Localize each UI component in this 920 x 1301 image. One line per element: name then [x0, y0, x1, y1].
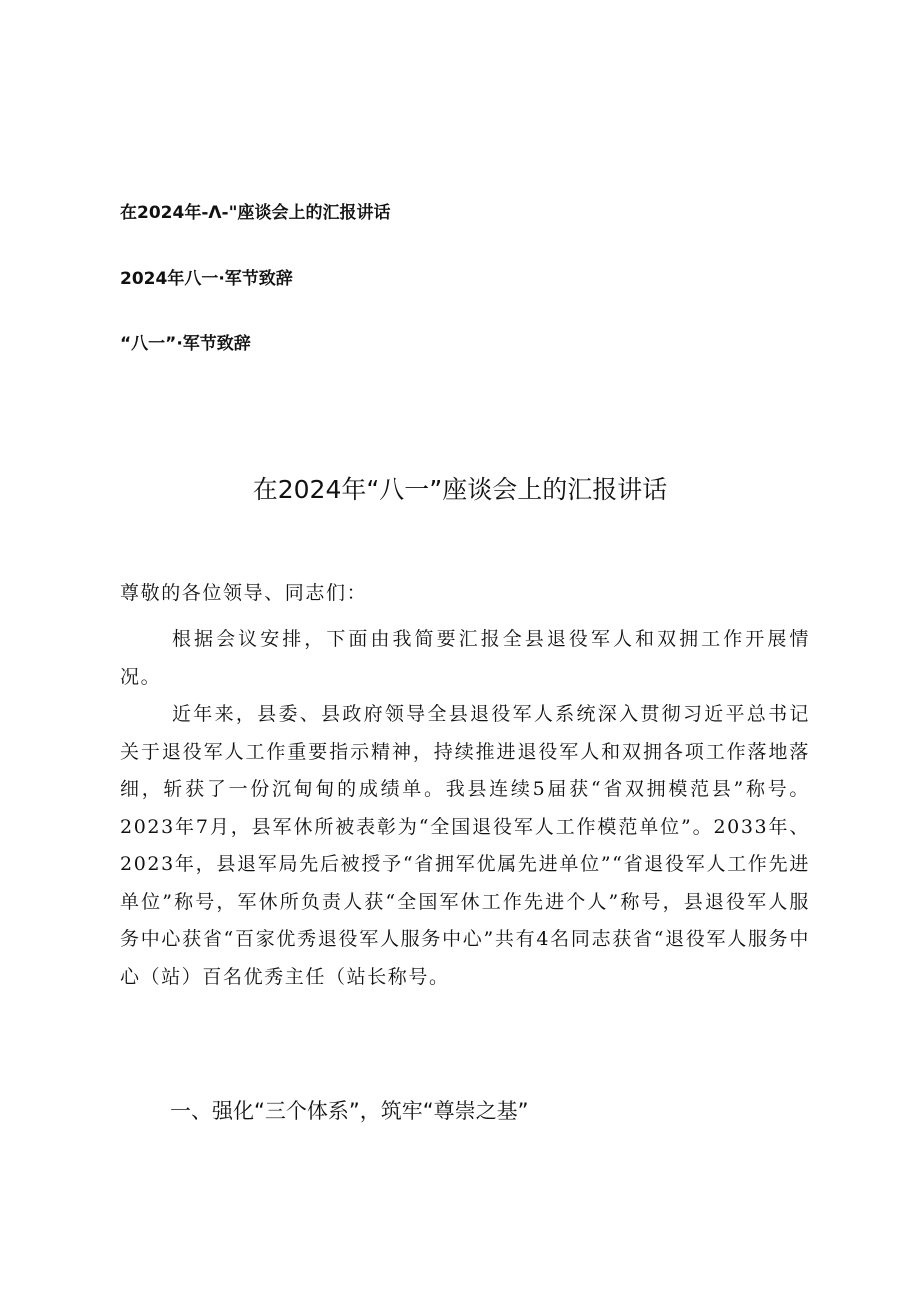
document-title: 在2024年“八一”座谈会上的汇报讲话	[252, 475, 668, 504]
toc-line-1: 在2024年-Λ-"座谈会上的汇报讲话	[120, 203, 391, 223]
section-heading: 一、强化“三个体系”，筑牢“尊崇之基”	[170, 1099, 529, 1123]
salutation: 尊敬的各位领导、同志们：	[120, 582, 368, 604]
toc-line-2: 2024年八一·军节致辞	[120, 269, 293, 289]
paragraph-achievements: 近年来，县委、县政府领导全县退役军人系统深入贯彻习近平总书记关于退役军人工作重要指示精神，持续推进退役军人和双拥各项工作落地落细，斩获了一份沉甸甸的成绩单。我县连续5届获“省双拥模范县”称号。2023年7月，县军休所被表彰为“全国退役军人工作模范单位”。2033年、2023年，县退军局先后被授予“省拥军优属先进单位”“省退役军人工作先进单位”称号，军休所负责人获“全国军休工作先进个人”称号，县退役军人服务中心获省“百家优秀退役军人服务中心”共有4名同志获省“退役军人服务中心（站）百名优秀主任（站长称号。	[120, 703, 810, 988]
paragraph-intro: 根据会议安排，下面由我简要汇报全县退役军人和双拥工作开展情况。	[120, 628, 810, 688]
toc-line-3: “八一”·军节致辞	[120, 334, 251, 354]
